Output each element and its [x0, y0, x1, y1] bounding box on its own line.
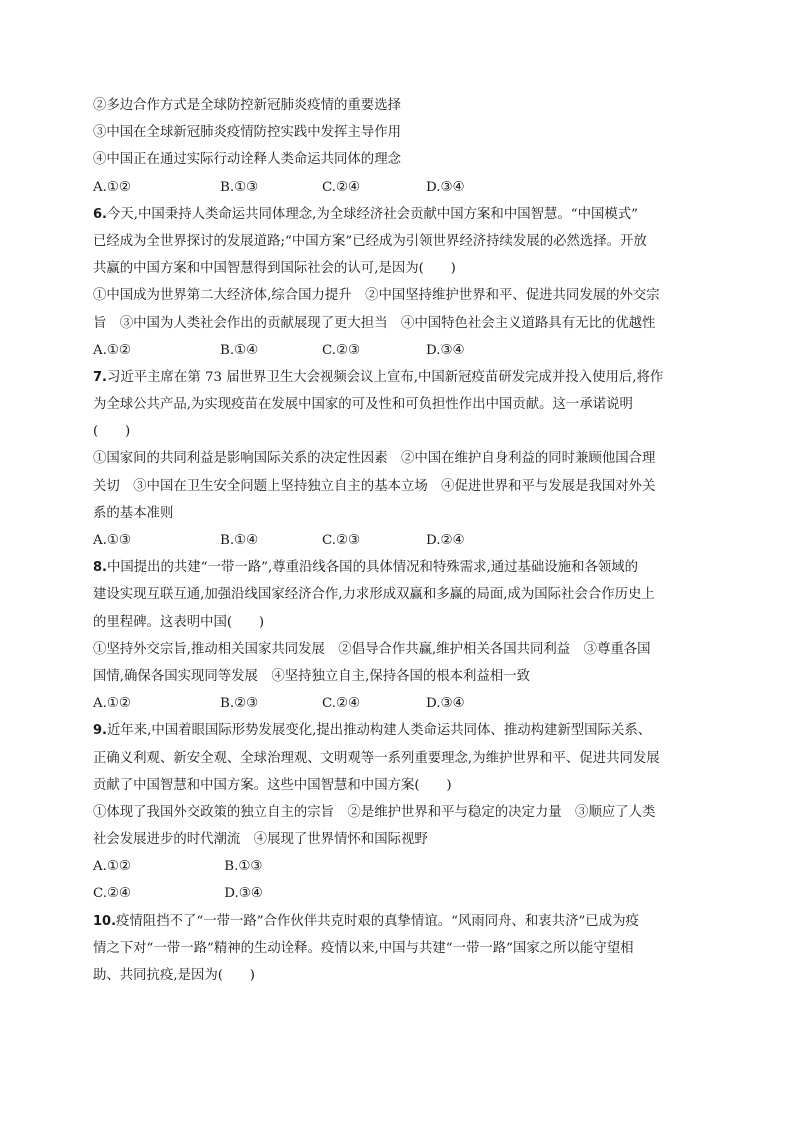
- q7-option-c[interactable]: C.②③: [322, 533, 361, 548]
- q5-option-c[interactable]: C.②④: [322, 179, 361, 195]
- q5-statement-4: ④中国正在通过实际行动诠释人类命运共同体的理念: [93, 152, 401, 168]
- q6-option-b[interactable]: B.①④: [220, 342, 259, 358]
- q7-statements-line-2: 关切 ③中国在卫生安全问题上坚持独立自主的基本立场 ④促进世界和平与发展是我国对外关: [93, 478, 656, 494]
- q9-option-a[interactable]: A.①②: [93, 859, 131, 875]
- q7-stem-line-2: 为全球公共产品,为实现疫苗在发展中国家的可及性和可负担性作出中国贡献。这一承诺说明: [93, 397, 633, 413]
- q8-number: 8.: [93, 560, 107, 576]
- q10-stem-line-2: 情之下对“一带一路”精神的生动诠释。疫情以来,中国与共建“一带一路”国家之所以能守望相: [93, 940, 634, 956]
- q8-option-d[interactable]: D.③④: [426, 696, 465, 712]
- q6-stem-line-2: 已经成为全世界探讨的发展道路;“中国方案”已经成为引领世界经济持续发展的必然选择。开放: [93, 233, 647, 249]
- q10-stem-line-3: 助、共同抗疫,是因为( ): [93, 968, 256, 983]
- q7-options: [93, 527, 699, 554]
- q9-option-b[interactable]: B.①③: [224, 859, 263, 875]
- q6-options: [93, 337, 699, 364]
- q8-statements-line-1: ①坚持外交宗旨,推动相关国家共同发展 ②倡导合作共赢,维护相关各国共同利益 ③尊重各国: [93, 641, 651, 657]
- q9-option-d[interactable]: D.③④: [224, 886, 263, 902]
- q10-stem-line-1: 10.疫情阻挡不了“一带一路”合作伙伴共克时艰的真挚情谊。“风雨同舟、和衷共济”已成为疫: [93, 913, 639, 929]
- q8-option-a[interactable]: A.①②: [93, 696, 131, 712]
- q9-stem-line-1: 9.近年来,中国着眼国际形势发展变化,提出推动构建人类命运共同体、推动构建新型国际关系、: [93, 723, 652, 739]
- q8-stem-line-2: 建设实现互联互通,加强沿线国家经济合作,力求形成双赢和多赢的局面,成为国际社会合作历史上: [93, 587, 655, 603]
- q10-number: 10.: [93, 913, 117, 929]
- q7-statements-line-3: 系的基本准则: [93, 505, 174, 521]
- q8-stem-line-1: 8.中国提出的共建“一带一路”,尊重沿线各国的具体情况和特殊需求,通过基础设施和各领域的: [93, 560, 639, 576]
- q7-number: 7.: [93, 369, 107, 385]
- q7-option-d[interactable]: D.②④: [426, 533, 465, 548]
- q5-options: [93, 174, 699, 201]
- q8-option-b[interactable]: B.②③: [220, 696, 259, 712]
- q9-options-row-1: [93, 853, 699, 880]
- q6-number: 6.: [93, 206, 107, 222]
- q7-statements-line-1: ①国家间的共同利益是影响国际关系的决定性因素 ②中国在维护自身利益的同时兼顾他国合理: [93, 451, 656, 467]
- q6-option-d[interactable]: D.③④: [426, 342, 465, 358]
- q8-option-c[interactable]: C.②④: [322, 696, 361, 712]
- q6-stem-line-3: 共赢的中国方案和中国智慧得到国际社会的认可,是因为( ): [93, 261, 456, 277]
- q9-stem-line-2: 正确义利观、新安全观、全球治理观、文明观等一系列重要理念,为维护世界和平、促进共同发展: [93, 750, 660, 766]
- q5-statement-2: ②多边合作方式是全球防控新冠肺炎疫情的重要选择: [93, 98, 401, 113]
- q9-statements-line-1: ①体现了我国外交政策的独立自主的宗旨 ②是维护世界和平与稳定的决定力量 ③顺应了人类: [93, 804, 656, 820]
- q9-option-c[interactable]: C.②④: [93, 886, 132, 902]
- q8-statements-line-2: 国情,确保各国实现同等发展 ④坚持独立自主,保持各国的根本利益相一致: [93, 668, 531, 684]
- q8-stem-line-3: 的里程碑。这表明中国( ): [93, 614, 265, 630]
- q5-option-b[interactable]: B.①③: [220, 179, 259, 195]
- q8-options: [93, 690, 699, 717]
- q6-stem-line-1: 6.今天,中国秉持人类命运共同体理念,为全球经济社会贡献中国方案和中国智慧。“中国模式”: [93, 206, 639, 222]
- q7-stem-line-3: ( ): [93, 424, 131, 440]
- q9-stem-line-3: 贡献了中国智慧和中国方案。这些中国智慧和中国方案( ): [93, 777, 452, 793]
- q9-number: 9.: [93, 723, 107, 739]
- exam-page: [93, 92, 699, 989]
- q9-options-row-2: [93, 880, 699, 907]
- q6-option-a[interactable]: A.①②: [93, 342, 131, 358]
- q5-option-a[interactable]: A.①②: [93, 179, 131, 195]
- q7-option-b[interactable]: B.①④: [220, 533, 259, 548]
- q7-option-a[interactable]: A.①③: [93, 533, 131, 548]
- q9-statements-line-2: 社会发展进步的时代潮流 ④展现了世界情怀和国际视野: [93, 832, 428, 848]
- q7-stem-line-1: 7.习近平主席在第 73 届世界卫生大会视频会议上宣布,中国新冠疫苗研发完成并投入使用后,将作: [93, 369, 664, 385]
- q6-option-c[interactable]: C.②③: [322, 342, 361, 358]
- q5-statement-3: ③中国在全球新冠肺炎疫情防控实践中发挥主导作用: [93, 125, 401, 141]
- q5-option-d[interactable]: D.③④: [426, 179, 465, 195]
- q6-statements-line-2: 旨 ③中国为人类社会作出的贡献展现了更大担当 ④中国特色社会主义道路具有无比的优越性: [93, 315, 656, 331]
- q6-statements-line-1: ①中国成为世界第二大经济体,综合国力提升 ②中国坚持维护世界和平、促进共同发展的外交宗: [93, 288, 660, 304]
